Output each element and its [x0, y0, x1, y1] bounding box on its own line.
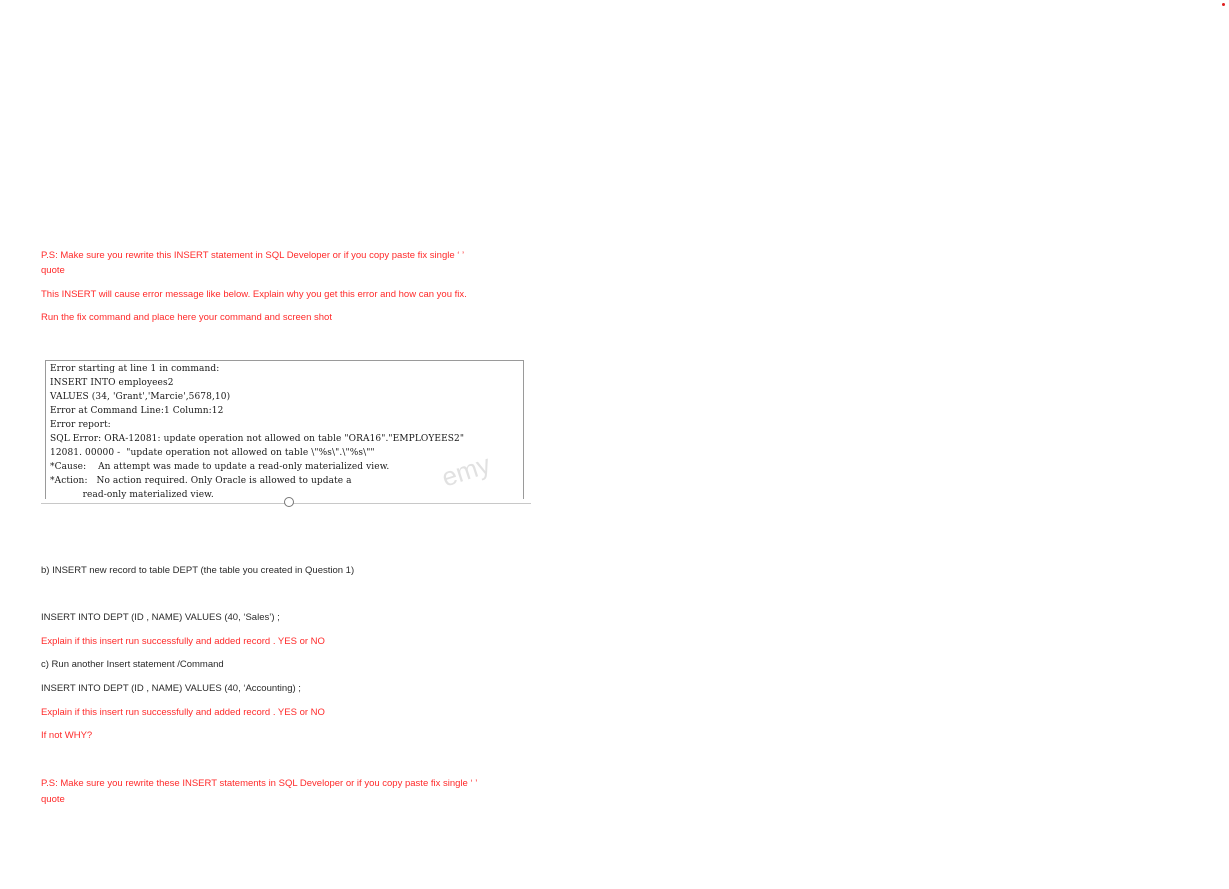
- question-c-statement: INSERT INTO DEPT (ID , NAME) VALUES (40, ‘Accounting) ;: [41, 683, 301, 694]
- error-line: INSERT INTO employees2: [50, 378, 174, 388]
- error-line: read-only materialized view.: [50, 490, 214, 499]
- image-resize-handle[interactable]: [284, 497, 294, 507]
- question-c-if-not: If not WHY?: [41, 730, 93, 741]
- ps-note-line-2: quote: [41, 265, 65, 276]
- question-c-explain: Explain if this insert run successfully and added record . YES or NO: [41, 707, 325, 718]
- error-line: SQL Error: ORA-12081: update operation not allowed on table "ORA16"."EMPLOYEES2": [50, 434, 465, 444]
- red-marker-dot: [1222, 3, 1225, 6]
- error-line: Error at Command Line:1 Column:12: [50, 406, 224, 416]
- error-line: 12081. 00000 - "update operation not allowed on table \"%s\".\"%s\"": [50, 448, 375, 458]
- error-line: *Action: No action required. Only Oracle is allowed to update a: [50, 476, 352, 486]
- ps-bottom-line-1: P.S: Make sure you rewrite these INSERT statements in SQL Developer or if you copy paste fix single ‘ ’: [41, 778, 478, 789]
- ps-bottom-line-2: quote: [41, 794, 65, 805]
- question-c-heading: c) Run another Insert statement /Command: [41, 659, 224, 670]
- error-explain-instruction: This INSERT will cause error message like below. Explain why you get this error and how can you fix.: [41, 289, 467, 300]
- run-fix-instruction: Run the fix command and place here your command and screen shot: [41, 312, 332, 323]
- question-b-explain: Explain if this insert run successfully and added record . YES or NO: [41, 636, 325, 647]
- error-line: Error starting at line 1 in command:: [50, 364, 220, 374]
- error-line: Error report:: [50, 420, 111, 430]
- ps-note-line-1: P.S: Make sure you rewrite this INSERT statement in SQL Developer or if you copy paste fix single ‘ ’: [41, 250, 465, 261]
- question-b-heading: b) INSERT new record to table DEPT (the table you created in Question 1): [41, 565, 355, 576]
- watermark-text: emy: [438, 448, 494, 493]
- error-line: VALUES (34, 'Grant','Marcie',5678,10): [50, 392, 231, 402]
- question-b-statement: INSERT INTO DEPT (ID , NAME) VALUES (40, ‘Sales’) ;: [41, 612, 280, 623]
- error-line: *Cause: An attempt was made to update a read-only materialized view.: [50, 462, 390, 472]
- error-screenshot: [45, 360, 524, 499]
